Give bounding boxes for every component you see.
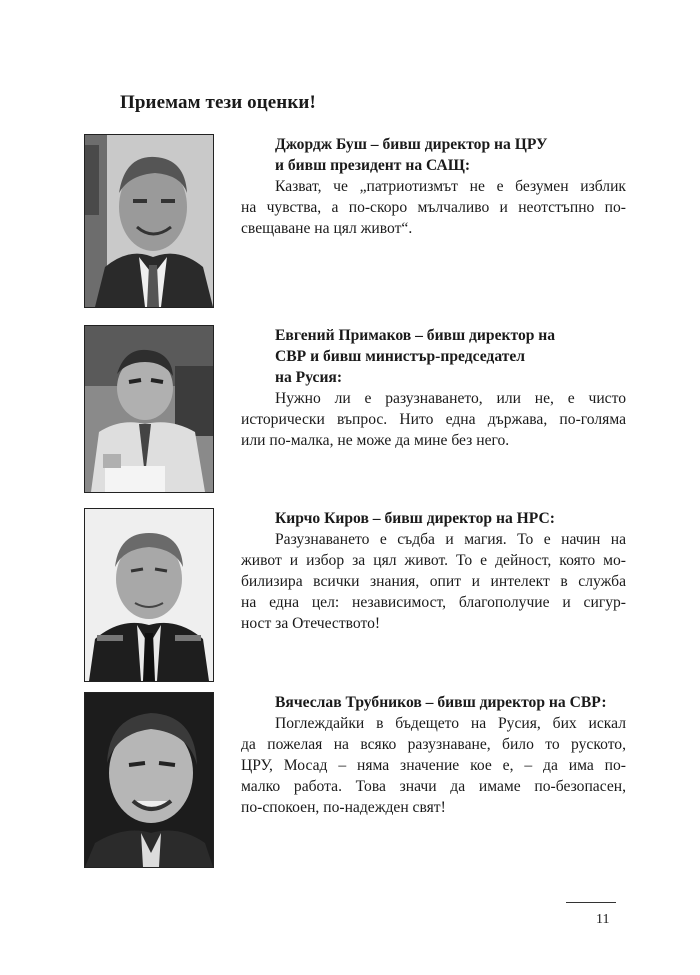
quote-text: Казват, че „патриотизмът не е безумен изблик на чувства, а по-скоро мълчаливо и неотстъпно по- свещаване на цял живот“.: [241, 178, 626, 237]
quote-entry-bush: [84, 134, 624, 309]
speaker-name: Евгений Примаков – бивш директор на СВР и бивш министър-председател на Русия:: [275, 327, 556, 386]
quote-entry-trubnikov: [84, 692, 624, 867]
speaker-name: Вячеслав Трубников – бивш директор на СВР:: [275, 694, 607, 711]
speaker-name: Джордж Буш – бивш директор на ЦРУ и бивш президент на САЩ:: [275, 136, 548, 174]
quote-entry-primakov: [84, 325, 624, 495]
quote-entry-kirov: [84, 508, 624, 683]
portrait-trubnikov: [84, 692, 214, 868]
portrait-bush: [84, 134, 214, 308]
quote-text: Разузнаването е съдба и магия. То е начин на живот и избор за цял живот. То е дейност, която мо- билизира всички знания, опит и интелект в служба на една цел: независимост, благополучие и сигур- ност за Отечеството!: [241, 531, 626, 632]
quote-text: Нужно ли е разузнаването, или не, е чисто исторически въпрос. Нито една държава, по-голяма или по-малка, не може да мине без него.: [241, 390, 626, 449]
page-number: 11: [596, 912, 610, 927]
portrait-primakov: [84, 325, 214, 493]
quote-text: Поглеждайки в бъдещето на Русия, бих искал да пожелая на всяко разузнаване, било то руското, ЦРУ, Мосад – няма значение кое е, – да има по- малко работа. Това значи да имаме по-безопасен, по-спокоен, по-надежден свят!: [241, 715, 626, 816]
footer-rule: [566, 902, 616, 903]
page-heading: Приемам тези оценки!: [120, 92, 316, 113]
speaker-name: Кирчо Киров – бивш директор на НРС:: [275, 510, 555, 527]
portrait-kirov: [84, 508, 214, 682]
